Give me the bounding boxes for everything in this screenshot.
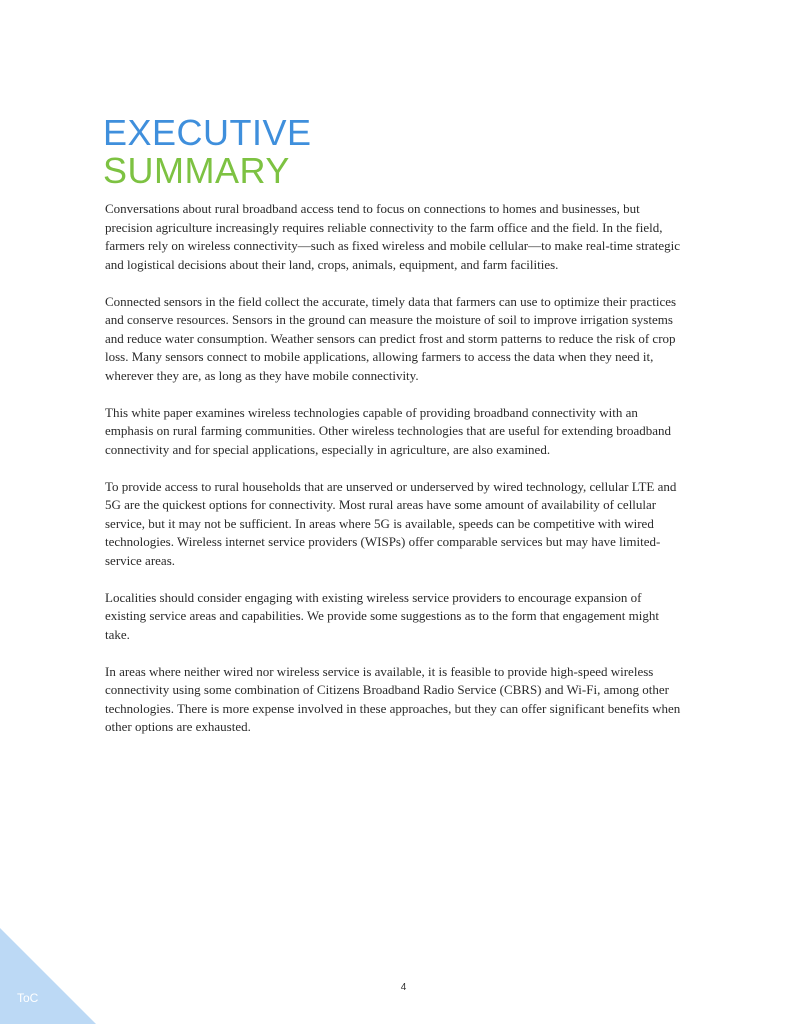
toc-triangle-icon <box>0 928 96 1024</box>
title-line-summary: SUMMARY <box>103 150 290 192</box>
paragraph-3: This white paper examines wireless technologies capable of providing broadband connectivity with an emphasis on rural farming communities. Other wireless technologies that are useful for extending broadband connectivity and for special applications, especially in agriculture, are also examined. <box>105 404 672 457</box>
paragraph-2: Connected sensors in the field collect the accurate, timely data that farmers can use to optimize their practices and conserve resources. Sensors in the ground can measure the moisture of soil to improve irrigation systems and reduce water consumption. Weather sensors can predict frost and storm patterns to reduce the risk of crop loss. Many sensors connect to mobile applications, allowing farmers to access the data when they need it, wherever they are, as long as they have mobile connectivity. <box>105 293 677 383</box>
toc-link[interactable] <box>0 928 96 1024</box>
paragraph-5: Localities should consider engaging with existing wireless service providers to encourage expansion of existing service areas and capabilities. We provide some suggestions as to the form that engagement might take. <box>105 589 659 642</box>
body-text <box>105 200 685 755</box>
paragraph-1: Conversations about rural broadband access tend to focus on connections to homes and businesses, but precision agriculture increasingly requires reliable connectivity to the farm office and the field. In the field, farmers rely on wireless connectivity—such as fixed wireless and mobile cellular—to make real-time strategic and logistical decisions about their land, crops, animals, equipment, and farm facilities. <box>105 201 681 272</box>
paragraph-6: In areas where neither wired nor wireless service is available, it is feasible to provide high-speed wireless connectivity using some combination of Citizens Broadband Radio Service (CBRS) and Wi-Fi, among other technologies. There is more expense involved in these approaches, but they can offer significant benefits when other options are exhausted. <box>105 663 681 734</box>
toc-label: ToC <box>17 991 39 1005</box>
title-line-executive: EXECUTIVE <box>103 112 312 154</box>
paragraph-4: To provide access to rural households that are unserved or underserved by wired technology, cellular LTE and 5G are the quickest options for connectivity. Most rural areas have some amount of availability of cellular service, but it may not be sufficient. In areas where 5G is available, speeds can be competitive with wired technologies. Wireless internet service providers (WISPs) offer comparable services but may have limited-service areas. <box>105 478 677 568</box>
page-number: 4 <box>400 982 407 993</box>
page-title <box>103 114 312 190</box>
